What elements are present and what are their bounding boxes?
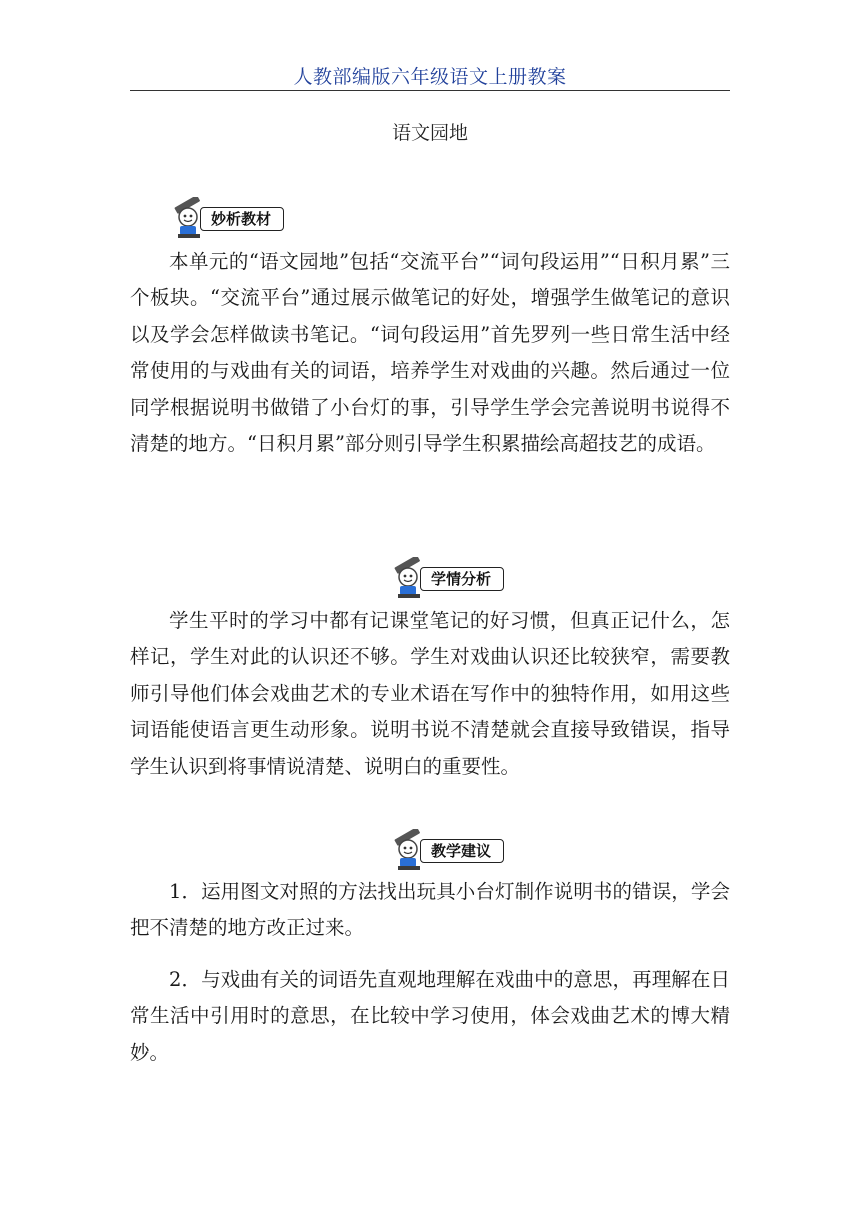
- section-badge-textbook-analysis: [168, 197, 308, 237]
- section-badge-label: 妙析教材: [200, 207, 284, 231]
- document-header-title: 人教部编版六年级语文上册教案: [293, 66, 567, 88]
- paragraph-student-analysis: 学生平时的学习中都有记课堂笔记的好习惯，但真正记什么，怎样记，学生对此的认识还不够。学生对戏曲认识还比较狭窄，需要教师引导他们体会戏曲艺术的专业术语在写作中的独特作用，如用这些词语能使语言更生动形象。说明书说不清楚就会直接导致错误，指导学生认识到将事情说清楚、说明白的重要性。: [130, 609, 730, 778]
- section-badge-teaching-suggestions: [388, 829, 528, 869]
- page-title: 语文园地: [391, 122, 468, 144]
- section-badge-student-analysis: [388, 557, 528, 597]
- paragraph-textbook-analysis: 本单元的“语文园地”包括“交流平台”“词句段运用”“日积月累”三个板块。“交流平台”通过展示做笔记的好处，增强学生做笔记的意识以及学会怎样做读书笔记。“词句段运用”首先罗列一些日常生活中经常使用的与戏曲有关的词语，培养学生对戏曲的兴趣。然后通过一位同学根据说明书做错了小台灯的事，引导学生学会完善说明书说得不清楚的地方。“日积月累”部分则引导学生积累描绘高超技艺的成语。: [130, 250, 730, 456]
- section-badge-label: 教学建议: [420, 839, 504, 863]
- section-badge-label: 学情分析: [420, 567, 504, 591]
- paragraph-suggestion-2: 2．与戏曲有关的词语先直观地理解在戏曲中的意思，再理解在日常生活中引用时的意思，在比较中学习使用，体会戏曲艺术的博大精妙。: [130, 968, 730, 1064]
- header-divider: [130, 90, 730, 91]
- paragraph-suggestion-1: 1．运用图文对照的方法找出玩具小台灯制作说明书的错误，学会把不清楚的地方改正过来。: [130, 880, 730, 940]
